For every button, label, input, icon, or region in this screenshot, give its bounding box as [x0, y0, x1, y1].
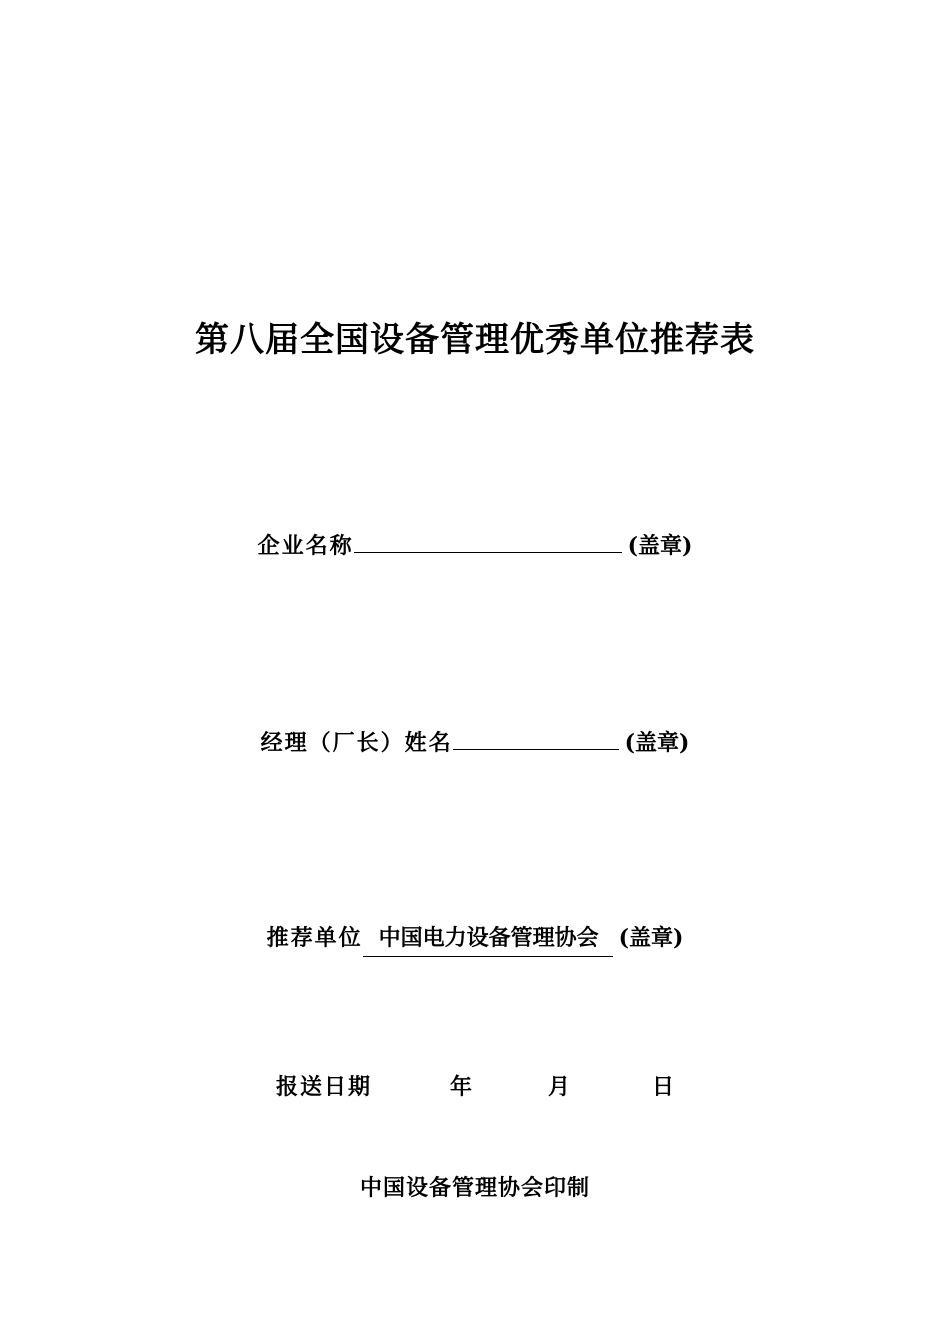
recommender-field[interactable]: 中国电力设备管理协会 — [363, 922, 613, 957]
company-name-field[interactable] — [354, 526, 622, 553]
document-title: 第八届全国设备管理优秀单位推荐表 — [195, 320, 755, 360]
manager-name-label: 经理（厂长）姓名 — [260, 731, 453, 756]
recommender-row — [0, 921, 950, 957]
month-unit: 月 — [548, 1075, 571, 1100]
manager-seal-note: (盖章) — [624, 730, 690, 756]
manager-name-field[interactable] — [453, 723, 619, 750]
recommender-seal-note: (盖章) — [618, 925, 684, 951]
submission-date-label: 报送日期 — [275, 1075, 372, 1100]
submission-date-row — [0, 1071, 950, 1105]
company-name-row — [0, 526, 950, 564]
day-unit: 日 — [652, 1075, 675, 1100]
manager-name-row — [0, 723, 950, 761]
company-seal-note: (盖章) — [627, 533, 693, 559]
year-unit: 年 — [449, 1075, 472, 1100]
printed-by-footer: 中国设备管理协会印制 — [359, 1176, 590, 1201]
company-name-label: 企业名称 — [257, 534, 354, 559]
recommender-label: 推荐单位 — [266, 926, 363, 951]
